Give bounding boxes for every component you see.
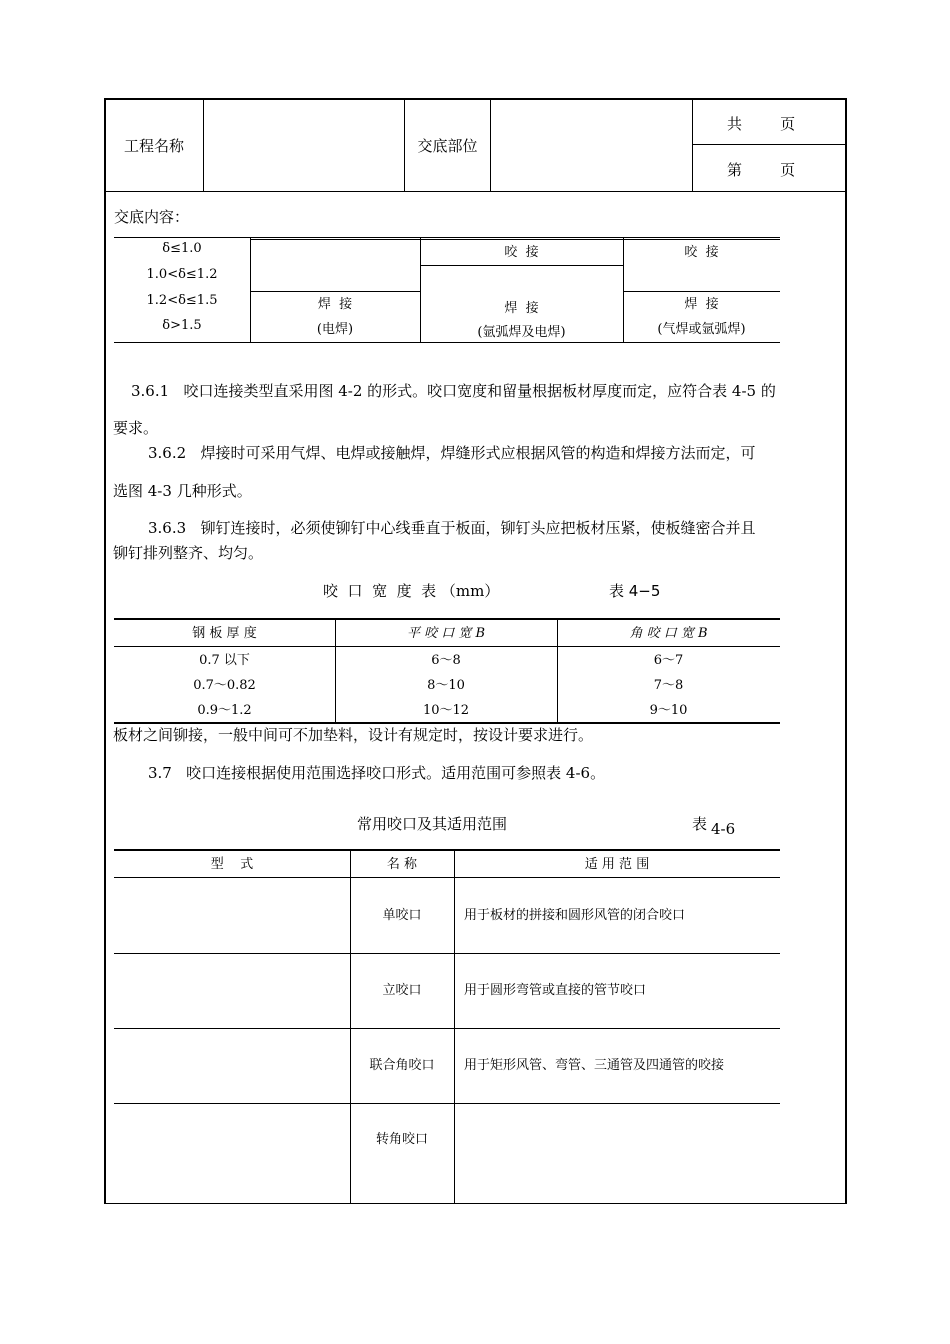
seam-cell-label: 咬 接 — [504, 245, 539, 260]
table46-usage-cell: 用于矩形风管、弯管、三通管及四通管的咬接 — [464, 1058, 725, 1073]
table45-header: 平 咬 口 宽 B — [406, 626, 486, 641]
table46-usage-cell: 用于圆形弯管或直接的管节咬口 — [464, 983, 647, 998]
table45-cell: 7～8 — [653, 678, 684, 693]
table45-cell: 8～10 — [427, 678, 465, 693]
paragraph-3-6-1: 3.6.1 咬口连接类型直采用图 4-2 的形式。咬口宽度和留量根据板材厚度而定，应符合表 4-5 的 — [131, 382, 776, 400]
table46-name-cell: 立咬口 — [382, 983, 422, 998]
table46-header: 适 用 范 围 — [584, 857, 650, 872]
paragraph-3-6-3-cont: 铆钉排列整齐、均匀。 — [113, 544, 264, 562]
weld-cell-label: 焊 接 — [504, 301, 539, 316]
paragraph-3-6-2-cont: 选图 4-3 几种形式。 — [113, 482, 252, 500]
table45-cell: 0.7 以下 — [199, 653, 250, 668]
weld-cell-sub: (氩弧焊及电焊) — [477, 325, 566, 340]
content-label: 交底内容： — [114, 208, 190, 226]
paragraph-3-6-2: 3.6.2 焊接时可采用气焊、电焊或接触焊，焊缝形式应根据风管的构造和焊接方法而定，可 — [148, 444, 756, 462]
thickness-row: δ>1.5 — [162, 318, 202, 333]
paragraph-3-7: 3.7 咬口连接根据使用范围选择咬口形式。适用范围可参照表 4-6。 — [148, 764, 606, 782]
table46-usage-cell: 用于板材的拼接和圆形风管的闭合咬口 — [464, 908, 686, 923]
thickness-row: 1.2<δ≤1.5 — [146, 293, 218, 308]
weld-cell-sub: (气焊或氩弧焊) — [657, 322, 746, 337]
table45-title: 咬 口 宽 度 表 （mm） — [323, 582, 500, 600]
table45-cell: 10～12 — [422, 703, 470, 718]
weld-cell-sub: (电焊) — [316, 322, 354, 337]
thickness-row: δ≤1.0 — [162, 241, 202, 256]
table45-cell: 9～10 — [649, 703, 688, 718]
table45-number: 表 4−5 — [609, 582, 661, 600]
table46-header: 型 式 — [210, 857, 254, 872]
table45-cell: 6～7 — [653, 653, 684, 668]
thickness-row: 1.0<δ≤1.2 — [146, 267, 218, 282]
paragraph-3-6-1-cont: 要求。 — [113, 419, 159, 437]
seam-cell-label: 咬 接 — [684, 245, 719, 260]
table45-cell: 6～8 — [431, 653, 461, 668]
table45-cell: 0.9～1.2 — [197, 703, 252, 718]
table45-cell: 0.7～0.82 — [193, 678, 256, 693]
location-label: 交底部位 — [417, 137, 478, 155]
paragraph-3-6-3: 3.6.3 铆钉连接时，必须使铆钉中心线垂直于板面，铆钉头应把板材压紧，使板缝密合并且 — [148, 519, 756, 537]
weld-cell-label: 焊 接 — [317, 297, 353, 312]
paragraph-rivet-note: 板材之间铆接，一般中间可不加垫料，设计有规定时，按设计要求进行。 — [113, 726, 594, 744]
table46-name-cell: 联合角咬口 — [369, 1058, 435, 1073]
project-name-label: 工程名称 — [123, 137, 184, 155]
table46-title: 常用咬口及其适用范围 — [357, 815, 508, 833]
table46-number-suffix: 4-6 — [711, 820, 736, 838]
table46-header: 名 称 — [386, 857, 418, 872]
table46-name-cell: 单咬口 — [382, 908, 422, 923]
total-pages: 共 页 — [727, 115, 796, 133]
table46-name-cell: 转角咬口 — [375, 1132, 428, 1147]
table45-header: 角 咬 口 宽 B — [629, 626, 708, 641]
table46-number-prefix: 表 — [692, 815, 708, 833]
page-number: 第 页 — [727, 161, 796, 179]
table45-header: 钢 板 厚 度 — [192, 626, 257, 641]
weld-cell-label: 焊 接 — [684, 297, 719, 312]
